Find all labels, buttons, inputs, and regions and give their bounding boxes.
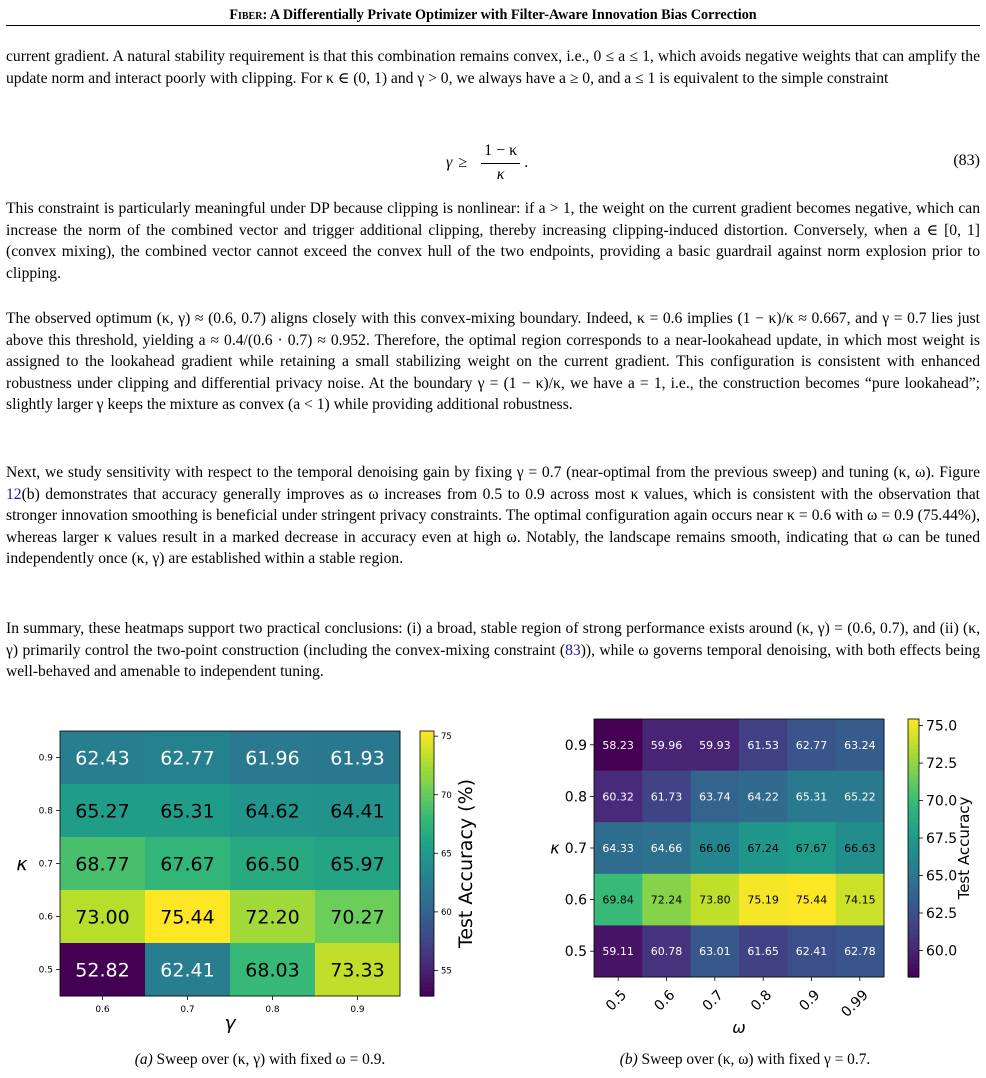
colorbar-segment (420, 872, 434, 877)
colorbar-segment (420, 771, 434, 776)
colorbar-segment (420, 921, 434, 926)
x-tick-label: 0.8 (748, 987, 776, 1015)
cell-value-label: 64.33 (602, 841, 634, 855)
colorbar-segment (908, 878, 919, 883)
colorbar-tick-label: 60.0 (926, 943, 958, 960)
cell-value-label: 60.32 (602, 790, 634, 804)
caption-b-label: (b) (619, 1051, 638, 1068)
colorbar-segment (908, 895, 919, 900)
colorbar-segment (420, 890, 434, 895)
colorbar-segment (908, 839, 919, 844)
colorbar-segment (420, 903, 434, 908)
cell-value-label: 59.96 (650, 738, 683, 752)
caption-a-text: Sweep over (κ, γ) with fixed ω = 0.9. (152, 1051, 386, 1068)
colorbar-label: Test Accuracy (%) (455, 778, 477, 949)
cell-value-label: 62.77 (795, 738, 828, 752)
colorbar-segment (908, 951, 919, 956)
cell-value-label: 63.24 (844, 738, 876, 752)
x-tick-label: 0.7 (699, 987, 727, 1015)
cell-value-label: 62.43 (75, 747, 130, 770)
colorbar-segment (420, 908, 434, 913)
colorbar-segment (908, 848, 919, 853)
y-tick-label: 0.6 (38, 912, 53, 923)
colorbar-tick-label: 60 (441, 907, 452, 918)
cell-value-label: 52.82 (75, 959, 130, 982)
paragraph-5-part-a: In summary, these heatmaps support two practical conclusions: (i) a broad, stable region of strong performance exists around (κ, γ) = (0.6, 0.7), and (ii) (κ, γ) primarily control the two-point construction (including the convex-mixing constraint ( (6, 620, 980, 659)
colorbar-segment (908, 861, 919, 866)
colorbar-segment (908, 934, 919, 939)
heatmap-kappa-gamma (0, 715, 490, 1045)
cell-value-label: 67.24 (747, 841, 779, 855)
colorbar-segment (420, 859, 434, 864)
colorbar-segment (420, 731, 434, 736)
colorbar-segment (420, 797, 434, 802)
colorbar-segment (908, 753, 919, 758)
colorbar-segment (420, 762, 434, 767)
paragraph-4-part-b: (b) demonstrates that accuracy generally improves as ω increases from 0.5 to 0.9 across most κ values, which is consistent with the observation that stronger innovation smoothing is beneficial under stringent privacy constraints. The optimal configuration again occurs near κ = 0.6 with ω = 0.9 (75.44%), whereas larger κ values result in a marked decrease in accuracy even at high ω. Notably, the landscape remains smooth, indicating that ω can be tuned independently once (κ, γ) are established within a stable region. (6, 485, 980, 568)
x-tick-label: 0.6 (651, 987, 679, 1015)
colorbar-segment (908, 732, 919, 737)
eq-relation: ≥ (458, 154, 468, 171)
colorbar-segment (420, 815, 434, 820)
colorbar-segment (420, 784, 434, 789)
x-axis-label: γ (224, 1012, 236, 1034)
x-tick-label: 0.6 (95, 1005, 110, 1015)
colorbar-segment (908, 792, 919, 797)
colorbar-segment (908, 758, 919, 763)
colorbar-segment (908, 947, 919, 952)
colorbar-segment (908, 857, 919, 862)
colorbar-segment (420, 983, 434, 988)
caption-b (560, 1050, 930, 1070)
colorbar-segment (908, 775, 919, 780)
colorbar-segment (908, 719, 919, 724)
colorbar-segment (908, 805, 919, 810)
colorbar-segment (908, 943, 919, 948)
colorbar-segment (908, 749, 919, 754)
colorbar-segment (420, 952, 434, 957)
colorbar-tick-label: 67.5 (926, 831, 958, 848)
equation-83-link[interactable]: 83 (565, 641, 581, 659)
colorbar-segment (908, 960, 919, 965)
colorbar-segment (908, 728, 919, 733)
colorbar-segment (420, 749, 434, 754)
colorbar-segment (908, 784, 919, 789)
colorbar-segment (908, 913, 919, 918)
colorbar-segment (908, 865, 919, 870)
colorbar-segment (420, 917, 434, 922)
colorbar-segment (420, 850, 434, 855)
x-tick-label: 0.8 (265, 1005, 280, 1015)
y-tick-label: 0.7 (564, 841, 587, 858)
colorbar-segment (420, 939, 434, 944)
cell-value-label: 61.93 (330, 747, 385, 770)
colorbar-segment (420, 806, 434, 811)
y-tick-label: 0.5 (38, 965, 53, 976)
colorbar-tick-label: 62.5 (926, 906, 958, 923)
cell-value-label: 60.78 (650, 945, 683, 959)
y-tick-label: 0.6 (564, 892, 587, 909)
colorbar-segment (908, 844, 919, 849)
cell-value-label: 64.62 (245, 800, 300, 823)
eq-fraction (481, 142, 520, 184)
eq-denominator: κ (496, 166, 505, 183)
paragraph-2: This constraint is particularly meaningful under DP because clipping is nonlinear: if a > 1, the weight on the current gradient becomes negative, which can increase the norm of the combined vector and trigger additional clipping, thereby increasing clipping-induced distortion. Conversely, when a ∈ [0, 1] (convex mixing), the combined vector cannot exceed the convex hull of the two endpoints, providing a basic guardrail against norm explosion prior to clipping. (6, 200, 980, 282)
y-tick-label: 0.5 (564, 944, 587, 961)
colorbar-tick-label: 55 (441, 966, 452, 977)
y-tick-label: 0.9 (564, 737, 587, 754)
colorbar-segment (420, 828, 434, 833)
colorbar-segment (420, 735, 434, 740)
colorbar-segment (420, 925, 434, 930)
x-tick-label: 0.5 (603, 987, 631, 1015)
caption-a (60, 1050, 460, 1070)
cell-value-label: 62.78 (844, 945, 876, 959)
paragraph-3: The observed optimum (κ, γ) ≈ (0.6, 0.7) aligns closely with this convex-mixing boundary. Indeed, κ = 0.6 implies (1 − κ)/κ ≈ 0.667, and γ = 0.7 lies just above this threshold, yielding a ≈ 0.4/(0.6 · 0.7) ≈ 0.952. Therefore, the optimal region corresponds to a near-lookahead update, in which most weight is assigned to the lookahead gradient while retaining a small stabilizing weight on the current gradient. This configuration is consistent with enhanced robustness under clipping and differential privacy noise. At the boundary γ = (1 − κ)/κ, we have a = 1, i.e., the construction becomes “pure lookahead”; slightly larger γ keeps the mixture as convex (a < 1) while providing additional robustness. (6, 310, 980, 414)
cell-value-label: 64.41 (330, 800, 385, 823)
cell-value-label: 66.50 (245, 853, 300, 876)
x-tick-label: 0.9 (796, 987, 824, 1015)
colorbar-segment (420, 961, 434, 966)
cell-value-label: 66.63 (844, 841, 876, 855)
cell-value-label: 72.24 (650, 893, 683, 907)
x-tick-label: 0.99 (838, 987, 872, 1021)
colorbar-segment (908, 852, 919, 857)
paragraph-5-part-b: )), while ω governs temporal denoising, with both effects being well-behaved and amenable to independent tuning. (6, 641, 981, 681)
colorbar-segment (908, 736, 919, 741)
colorbar-segment (420, 846, 434, 851)
colorbar-segment (420, 824, 434, 829)
cell-value-label: 72.20 (245, 906, 300, 929)
cell-value-label: 62.41 (795, 945, 828, 959)
colorbar-segment (420, 833, 434, 838)
colorbar-segment (908, 814, 919, 819)
colorbar-segment (908, 818, 919, 823)
colorbar-segment (420, 899, 434, 904)
colorbar-segment (420, 943, 434, 948)
colorbar-segment (420, 965, 434, 970)
colorbar-tick-label: 75.0 (926, 718, 958, 735)
colorbar-segment (420, 864, 434, 869)
colorbar-segment (420, 987, 434, 992)
colorbar-segment (908, 835, 919, 840)
cell-value-label: 61.53 (747, 738, 779, 752)
paragraph-1: current gradient. A natural stability requirement is that this combination remains convex, i.e., 0 ≤ a ≤ 1, which avoids negative weights that can amplify the update norm and interact poorly with clipping. For κ ∈ (0, 1) and γ > 0, we always have a ≥ 0, and a ≤ 1 is equivalent to the simple constraint (6, 48, 980, 87)
cell-value-label: 75.44 (795, 893, 828, 907)
y-tick-label: 0.9 (38, 753, 53, 764)
colorbar-segment (420, 802, 434, 807)
cell-value-label: 68.03 (245, 959, 300, 982)
colorbar-segment (908, 831, 919, 836)
cell-value-label: 61.96 (245, 747, 300, 770)
paragraph-4 (6, 462, 980, 570)
colorbar-segment (908, 822, 919, 827)
cell-value-label: 68.77 (75, 853, 130, 876)
cell-value-label: 75.19 (747, 893, 779, 907)
caption-a-label: (a) (134, 1051, 153, 1068)
colorbar-segment (908, 723, 919, 728)
colorbar-segment (908, 956, 919, 961)
cell-value-label: 64.66 (650, 841, 683, 855)
colorbar-segment (908, 779, 919, 784)
colorbar-segment (908, 925, 919, 930)
colorbar-label: Test Accuracy (955, 796, 973, 900)
x-tick-label: 0.7 (180, 1005, 195, 1015)
colorbar-segment (420, 775, 434, 780)
colorbar-segment (420, 881, 434, 886)
colorbar-segment (908, 904, 919, 909)
colorbar-segment (908, 921, 919, 926)
cell-value-label: 61.73 (650, 790, 683, 804)
cell-value-label: 65.27 (75, 800, 130, 823)
colorbar-segment (908, 964, 919, 969)
colorbar-segment (420, 970, 434, 975)
colorbar-segment (908, 788, 919, 793)
colorbar-segment (908, 968, 919, 973)
colorbar-segment (908, 766, 919, 771)
cell-value-label: 74.15 (844, 893, 876, 907)
colorbar-segment (420, 894, 434, 899)
paragraph-4-part-a: Next, we study sensitivity with respect to the temporal denoising gain by fixing γ = 0.7 (near-optimal from the previous sweep) and tuning (κ, ω). Figure (6, 464, 980, 481)
cell-value-label: 64.22 (747, 790, 779, 804)
colorbar-segment (908, 762, 919, 767)
colorbar-segment (908, 882, 919, 887)
equation-83 (6, 138, 980, 188)
colorbar-segment (908, 900, 919, 905)
cell-value-label: 67.67 (795, 841, 828, 855)
colorbar-segment (420, 837, 434, 842)
colorbar-segment (420, 978, 434, 983)
colorbar-segment (908, 917, 919, 922)
figure-12-link[interactable]: 12 (6, 485, 22, 503)
colorbar-segment (908, 741, 919, 746)
cell-value-label: 62.77 (160, 747, 215, 770)
y-tick-label: 0.8 (564, 789, 587, 806)
colorbar-segment (420, 877, 434, 882)
x-tick-label: 0.9 (350, 1005, 365, 1015)
colorbar-segment (420, 753, 434, 758)
colorbar-segment (420, 740, 434, 745)
colorbar-segment (420, 793, 434, 798)
colorbar-segment (420, 912, 434, 917)
cell-value-label: 63.01 (699, 945, 731, 959)
colorbar-segment (420, 744, 434, 749)
colorbar-segment (908, 908, 919, 913)
caption-b-text: Sweep over (κ, ω) with fixed γ = 0.7. (637, 1051, 871, 1068)
cell-value-label: 75.44 (160, 906, 215, 929)
colorbar-segment (420, 788, 434, 793)
y-tick-label: 0.8 (38, 806, 53, 817)
colorbar-segment (420, 956, 434, 961)
colorbar-segment (420, 841, 434, 846)
colorbar-segment (908, 870, 919, 875)
equation-number: (83) (953, 152, 980, 169)
cell-value-label: 73.80 (699, 893, 731, 907)
colorbar-tick-label: 72.5 (926, 756, 958, 773)
cell-value-label: 73.33 (330, 959, 385, 982)
colorbar-tick-label: 70 (441, 790, 452, 801)
colorbar-segment (420, 974, 434, 979)
cell-value-label: 62.41 (160, 959, 215, 982)
colorbar-tick-label: 65 (441, 849, 452, 860)
cell-value-label: 73.00 (75, 906, 130, 929)
header-title-rest: : A Differentially Private Optimizer with Filter-Aware Innovation Bias Correction (262, 7, 757, 23)
colorbar-segment (908, 809, 919, 814)
colorbar-segment (420, 947, 434, 952)
running-header (6, 6, 980, 25)
paragraph-5 (6, 618, 980, 683)
eq-lhs: γ (446, 154, 453, 171)
colorbar-segment (908, 796, 919, 801)
colorbar-segment (908, 827, 919, 832)
colorbar-segment (420, 758, 434, 763)
cell-value-label: 67.67 (160, 853, 215, 876)
colorbar-segment (908, 887, 919, 892)
colorbar-segment (420, 766, 434, 771)
colorbar-tick-label: 65.0 (926, 868, 958, 885)
eq-tail: . (524, 154, 529, 171)
colorbar-segment (908, 801, 919, 806)
cell-value-label: 61.65 (747, 945, 779, 959)
y-axis-label: κ (16, 853, 28, 876)
colorbar-segment (420, 930, 434, 935)
colorbar-segment (420, 868, 434, 873)
header-title-smallcaps: Fiber (229, 7, 263, 23)
colorbar-segment (908, 938, 919, 943)
cell-value-label: 66.06 (699, 841, 731, 855)
colorbar-segment (908, 745, 919, 750)
cell-value-label: 63.74 (699, 790, 731, 804)
colorbar-segment (908, 891, 919, 896)
colorbar-segment (420, 934, 434, 939)
colorbar-segment (908, 930, 919, 935)
colorbar-segment (420, 819, 434, 824)
cell-value-label: 69.84 (602, 893, 634, 907)
cell-value-label: 65.31 (795, 790, 828, 804)
y-tick-label: 0.7 (38, 859, 53, 870)
cell-value-label: 59.11 (602, 945, 634, 959)
cell-value-label: 65.31 (160, 800, 215, 823)
eq-numerator: 1 − κ (481, 142, 520, 164)
colorbar-segment (908, 874, 919, 879)
colorbar-tick-label: 75 (441, 732, 452, 743)
cell-value-label: 65.97 (330, 853, 385, 876)
colorbar-segment (908, 771, 919, 776)
colorbar-tick-label: 70.0 (926, 793, 958, 810)
colorbar-segment (420, 780, 434, 785)
colorbar-segment (420, 886, 434, 891)
colorbar-segment (420, 855, 434, 860)
y-axis-label: κ (550, 838, 560, 858)
cell-value-label: 58.23 (602, 738, 634, 752)
heatmap-kappa-omega (493, 708, 986, 1048)
cell-value-label: 65.22 (844, 790, 876, 804)
x-axis-label: ω (732, 1018, 746, 1037)
cell-value-label: 59.93 (699, 738, 731, 752)
header-rule (6, 25, 980, 26)
cell-value-label: 70.27 (330, 906, 385, 929)
colorbar-segment (420, 811, 434, 816)
